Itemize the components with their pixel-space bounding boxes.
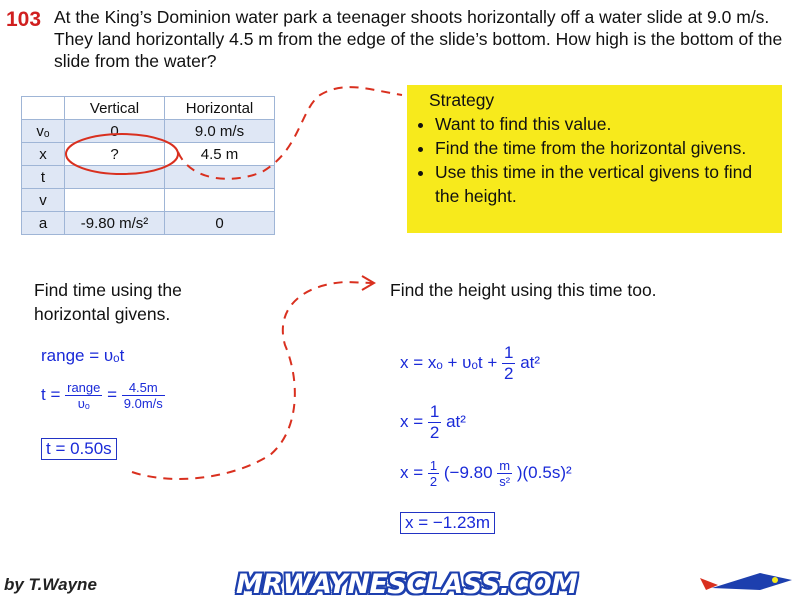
substituted-eq-time: )(0.5s)²	[516, 462, 572, 482]
right-heading: Find the height using this time too.	[390, 280, 657, 300]
frac-numerator: range	[67, 380, 101, 395]
strategy-item: • Use this time in the vertical givens to find the height.	[435, 160, 772, 208]
time-transfer-arrow	[132, 282, 372, 479]
cell-vertical: -9.80 m/s²	[65, 212, 165, 235]
row-label: t	[22, 166, 65, 189]
row-label: v	[22, 189, 65, 212]
frac-numerator: 1	[504, 343, 514, 362]
cell-horizontal: 0	[165, 212, 275, 235]
cell-vertical: ?	[65, 143, 165, 166]
problem-text: At the King’s Dominion water park a teenager shoots horizontally off a water slide at 9.0 m/s. They land horizontally 4.5 m from the edge of the slide’s bottom. How high is the bottom of the slide from the water?	[54, 7, 783, 71]
frac-numerator: m	[499, 458, 511, 473]
time-result: t = 0.50s	[41, 438, 117, 460]
table-header-horizontal: Horizontal	[165, 97, 275, 120]
strategy-item: • Find the time from the horizontal givens.	[435, 136, 772, 160]
cell-vertical: 0	[65, 120, 165, 143]
kinematic-eq-left: x = xₒ + υₒt +	[400, 352, 498, 372]
strategy-item: • Want to find this value.	[435, 112, 772, 136]
kinematic-eq-right: at²	[520, 352, 541, 372]
substituted-eq-accel: (−9.80	[443, 462, 493, 482]
left-heading: Find time using the horizontal givens.	[34, 280, 182, 324]
frac-numerator: 4.5m	[122, 380, 165, 396]
cell-horizontal: 4.5 m	[165, 143, 275, 166]
strategy-title: Strategy	[429, 90, 495, 110]
frac-denominator: 9.0m/s	[123, 396, 163, 411]
substituted-eq-left: x =	[400, 462, 424, 482]
frac-denominator: 2	[429, 474, 438, 489]
brand-logo: MRWAYNESCLASS.COM	[236, 569, 578, 600]
range-equation: range = υₒt	[41, 346, 125, 365]
row-label: vₒ	[22, 120, 65, 143]
row-label: x	[22, 143, 65, 166]
simplified-eq-right: at²	[446, 411, 466, 431]
table-header-vertical: Vertical	[65, 97, 165, 120]
simplified-eq-left: x =	[400, 411, 424, 431]
equals-sign: =	[107, 384, 118, 404]
frac-numerator: 1	[429, 458, 438, 473]
problem-number: 103	[6, 8, 42, 31]
row-label: a	[22, 212, 65, 235]
author-credit: by T.Wayne	[4, 575, 97, 594]
strategy-pointer-arrow	[178, 87, 402, 179]
frac-numerator: 1	[429, 402, 440, 421]
cell-horizontal: 9.0 m/s	[165, 120, 275, 143]
time-eq-lhs: t =	[41, 384, 61, 404]
frac-denominator: υₒ	[77, 396, 90, 411]
frac-denominator: 2	[504, 364, 514, 383]
height-result: x = −1.23m	[400, 512, 495, 534]
frac-denominator: s²	[499, 474, 511, 489]
unknown-circle	[66, 134, 178, 174]
frac-denominator: 2	[429, 423, 440, 442]
rocket-icon	[700, 573, 792, 590]
